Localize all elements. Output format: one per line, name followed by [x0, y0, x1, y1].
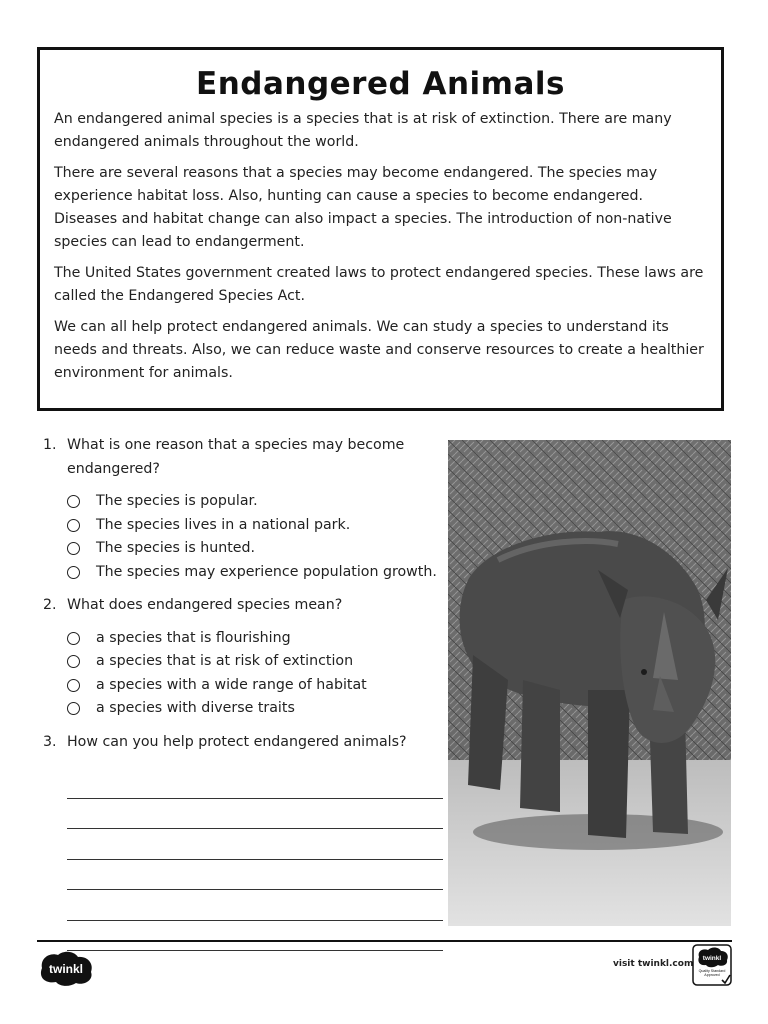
- question-1: [43, 434, 443, 481]
- question-text: How can you help protect endangered animals?: [67, 733, 407, 750]
- option-label: a species with diverse traits: [96, 700, 295, 716]
- answer-line[interactable]: [67, 921, 443, 952]
- answer-option[interactable]: [67, 561, 443, 585]
- answer-line[interactable]: [67, 768, 443, 799]
- badge-brand: twinkl: [702, 955, 722, 962]
- passage-paragraph: There are several reasons that a species may become endangered. The species may experience habitat loss. Also, hunting can cause a species to become endangered. Diseases and habitat change can also impact a species. The introduction of non-native species can lead to endangerment.: [54, 165, 672, 250]
- answer-option[interactable]: [67, 674, 443, 698]
- answer-option[interactable]: [67, 650, 443, 674]
- badge-text: Quality Standard Approved: [698, 969, 726, 978]
- option-label: The species is hunted.: [96, 540, 256, 556]
- question-number: 2.: [43, 597, 57, 613]
- answer-option[interactable]: [67, 537, 443, 561]
- option-label: The species lives in a national park.: [96, 516, 351, 533]
- option-label: a species that is flourishing: [96, 629, 291, 646]
- answer-option[interactable]: [67, 490, 443, 514]
- option-label: a species with a wide range of habitat: [96, 676, 367, 693]
- question-1-options: [67, 490, 443, 584]
- radio-empty-icon[interactable]: [67, 655, 80, 668]
- question-list: [43, 434, 443, 951]
- answer-option[interactable]: [67, 697, 443, 721]
- passage-paragraph: The United States government created laws to protect endangered species. These laws are called the Endangered Species Act.: [54, 265, 704, 304]
- question-text: What is one reason that a species may become endangered?: [67, 437, 405, 477]
- written-answer-area[interactable]: [67, 768, 443, 951]
- passage-paragraph: We can all help protect endangered animals. We can study a species to understand its needs and threats. Also, we can reduce waste and conserve resources to create a healthier environment for animals.: [54, 319, 704, 381]
- question-2: [43, 594, 443, 618]
- quality-badge: [692, 944, 732, 986]
- answer-line[interactable]: [67, 860, 443, 891]
- passage-paragraph: An endangered animal species is a species that is at risk of extinction. There are many endangered animals throughout the world.: [54, 111, 672, 150]
- option-label: The species may experience population growth.: [96, 563, 437, 580]
- answer-line[interactable]: [67, 799, 443, 830]
- radio-empty-icon[interactable]: [67, 702, 80, 715]
- answer-line[interactable]: [67, 890, 443, 921]
- radio-empty-icon[interactable]: [67, 566, 80, 579]
- radio-empty-icon[interactable]: [67, 632, 80, 645]
- answer-option[interactable]: [67, 627, 443, 651]
- twinkl-logo[interactable]: [36, 948, 96, 988]
- radio-empty-icon[interactable]: [67, 542, 80, 555]
- question-number: 3.: [43, 733, 57, 750]
- option-label: The species is popular.: [96, 493, 258, 509]
- question-number: 1.: [43, 437, 57, 453]
- footer-divider: [37, 940, 732, 942]
- visit-link[interactable]: visit twinkl.com: [613, 959, 694, 969]
- radio-empty-icon[interactable]: [67, 519, 80, 532]
- logo-text: twinkl: [48, 962, 84, 976]
- radio-empty-icon[interactable]: [67, 495, 80, 508]
- question-text: What does endangered species mean?: [67, 597, 343, 613]
- answer-option[interactable]: [67, 514, 443, 538]
- question-2-options: [67, 627, 443, 721]
- radio-empty-icon[interactable]: [67, 679, 80, 692]
- option-label: a species that is at risk of extinction: [96, 653, 354, 669]
- answer-line[interactable]: [67, 829, 443, 860]
- worksheet-title: Endangered Animals: [196, 66, 565, 102]
- passage-box: [37, 47, 724, 411]
- question-3: [43, 731, 443, 755]
- rhino-photo: [448, 440, 731, 926]
